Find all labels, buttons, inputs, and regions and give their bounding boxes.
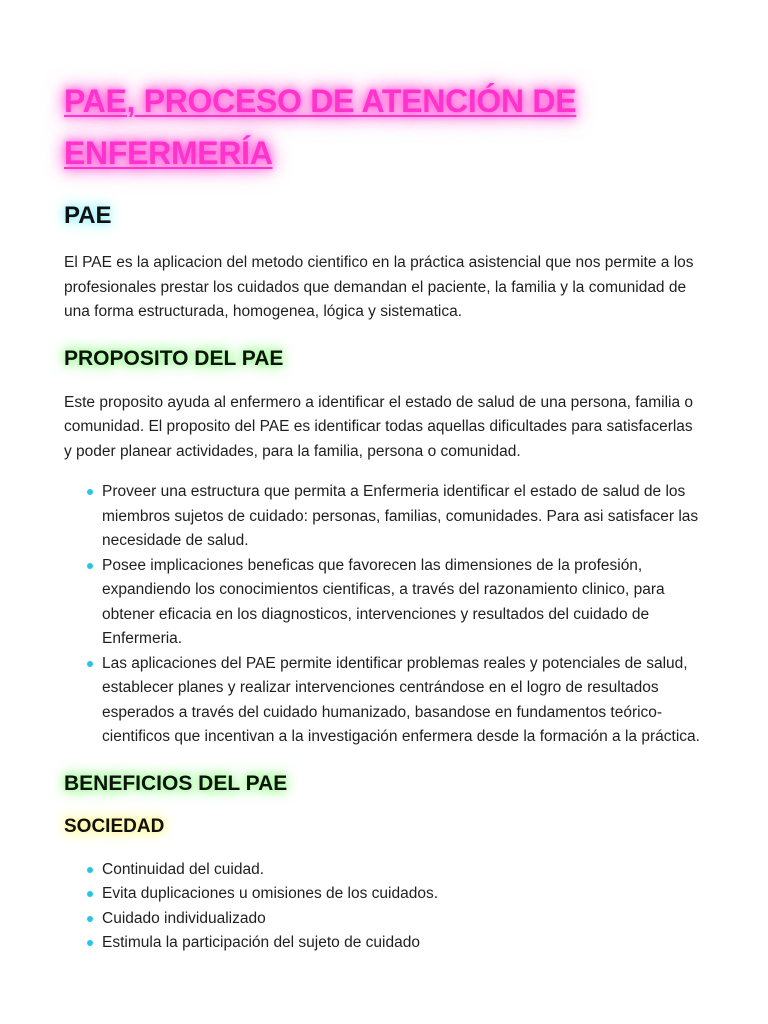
proposito-list [64,480,704,750]
list-item: Proveer una estructura que permita a Enfermeria identificar el estado de salud de los miembros sujetos de cuidado: personas, familias, comunidades. Para asi satisfacer las necesidade de salud. [102,480,704,554]
page-title: PAE, PROCESO DE ATENCIÓN DE ENFERMERÍA [64,83,577,171]
proposito-paragraph: Este proposito ayuda al enfermero a identificar el estado de salud de una persona, familia o comunidad. El proposito del PAE es identificar todas aquellas dificultades para satisfacerlas y poder planear actividades, para la familia, persona o comunidad. [64,393,693,460]
list-item: Continuidad del cuidad. [102,858,704,883]
section-heading-beneficios: BENEFICIOS DEL PAE [64,771,288,795]
list-item: Las aplicaciones del PAE permite identificar problemas reales y potenciales de salud, establecer planes y realizar intervenciones centrándose en el logro de resultados esperados a través del cuidado humanizado, basandose en fundamentos teórico-cientificos que incentivan a la investigación enfermera desde la formación a la práctica. [102,652,704,750]
list-item: Evita duplicaciones u omisiones de los cuidados. [102,882,704,907]
list-item: Posee implicaciones beneficas que favorecen las dimensiones de la profesión, expandiendo los conocimientos cientificas, a través del razonamiento clinico, para obtener eficacia en los diagnosticos, intervenciones y resultados del cuidado de Enfermeria. [102,554,704,652]
section-heading-pae: PAE [64,202,112,229]
list-item: Estimula la participación del sujeto de cuidado [102,931,704,956]
list-item: Cuidado individualizado [102,907,704,932]
subsection-heading-sociedad: SOCIEDAD [64,815,165,837]
section-heading-proposito: PROPOSITO DEL PAE [64,346,284,370]
sociedad-list [64,858,704,956]
pae-definition-paragraph: El PAE es la aplicacion del metodo cientifico en la práctica asistencial que nos permite a los profesionales prestar los cuidados que demandan el paciente, la familia y la comunidad de una forma estructurada, homogenea, lógica y sistematica. [64,254,694,320]
